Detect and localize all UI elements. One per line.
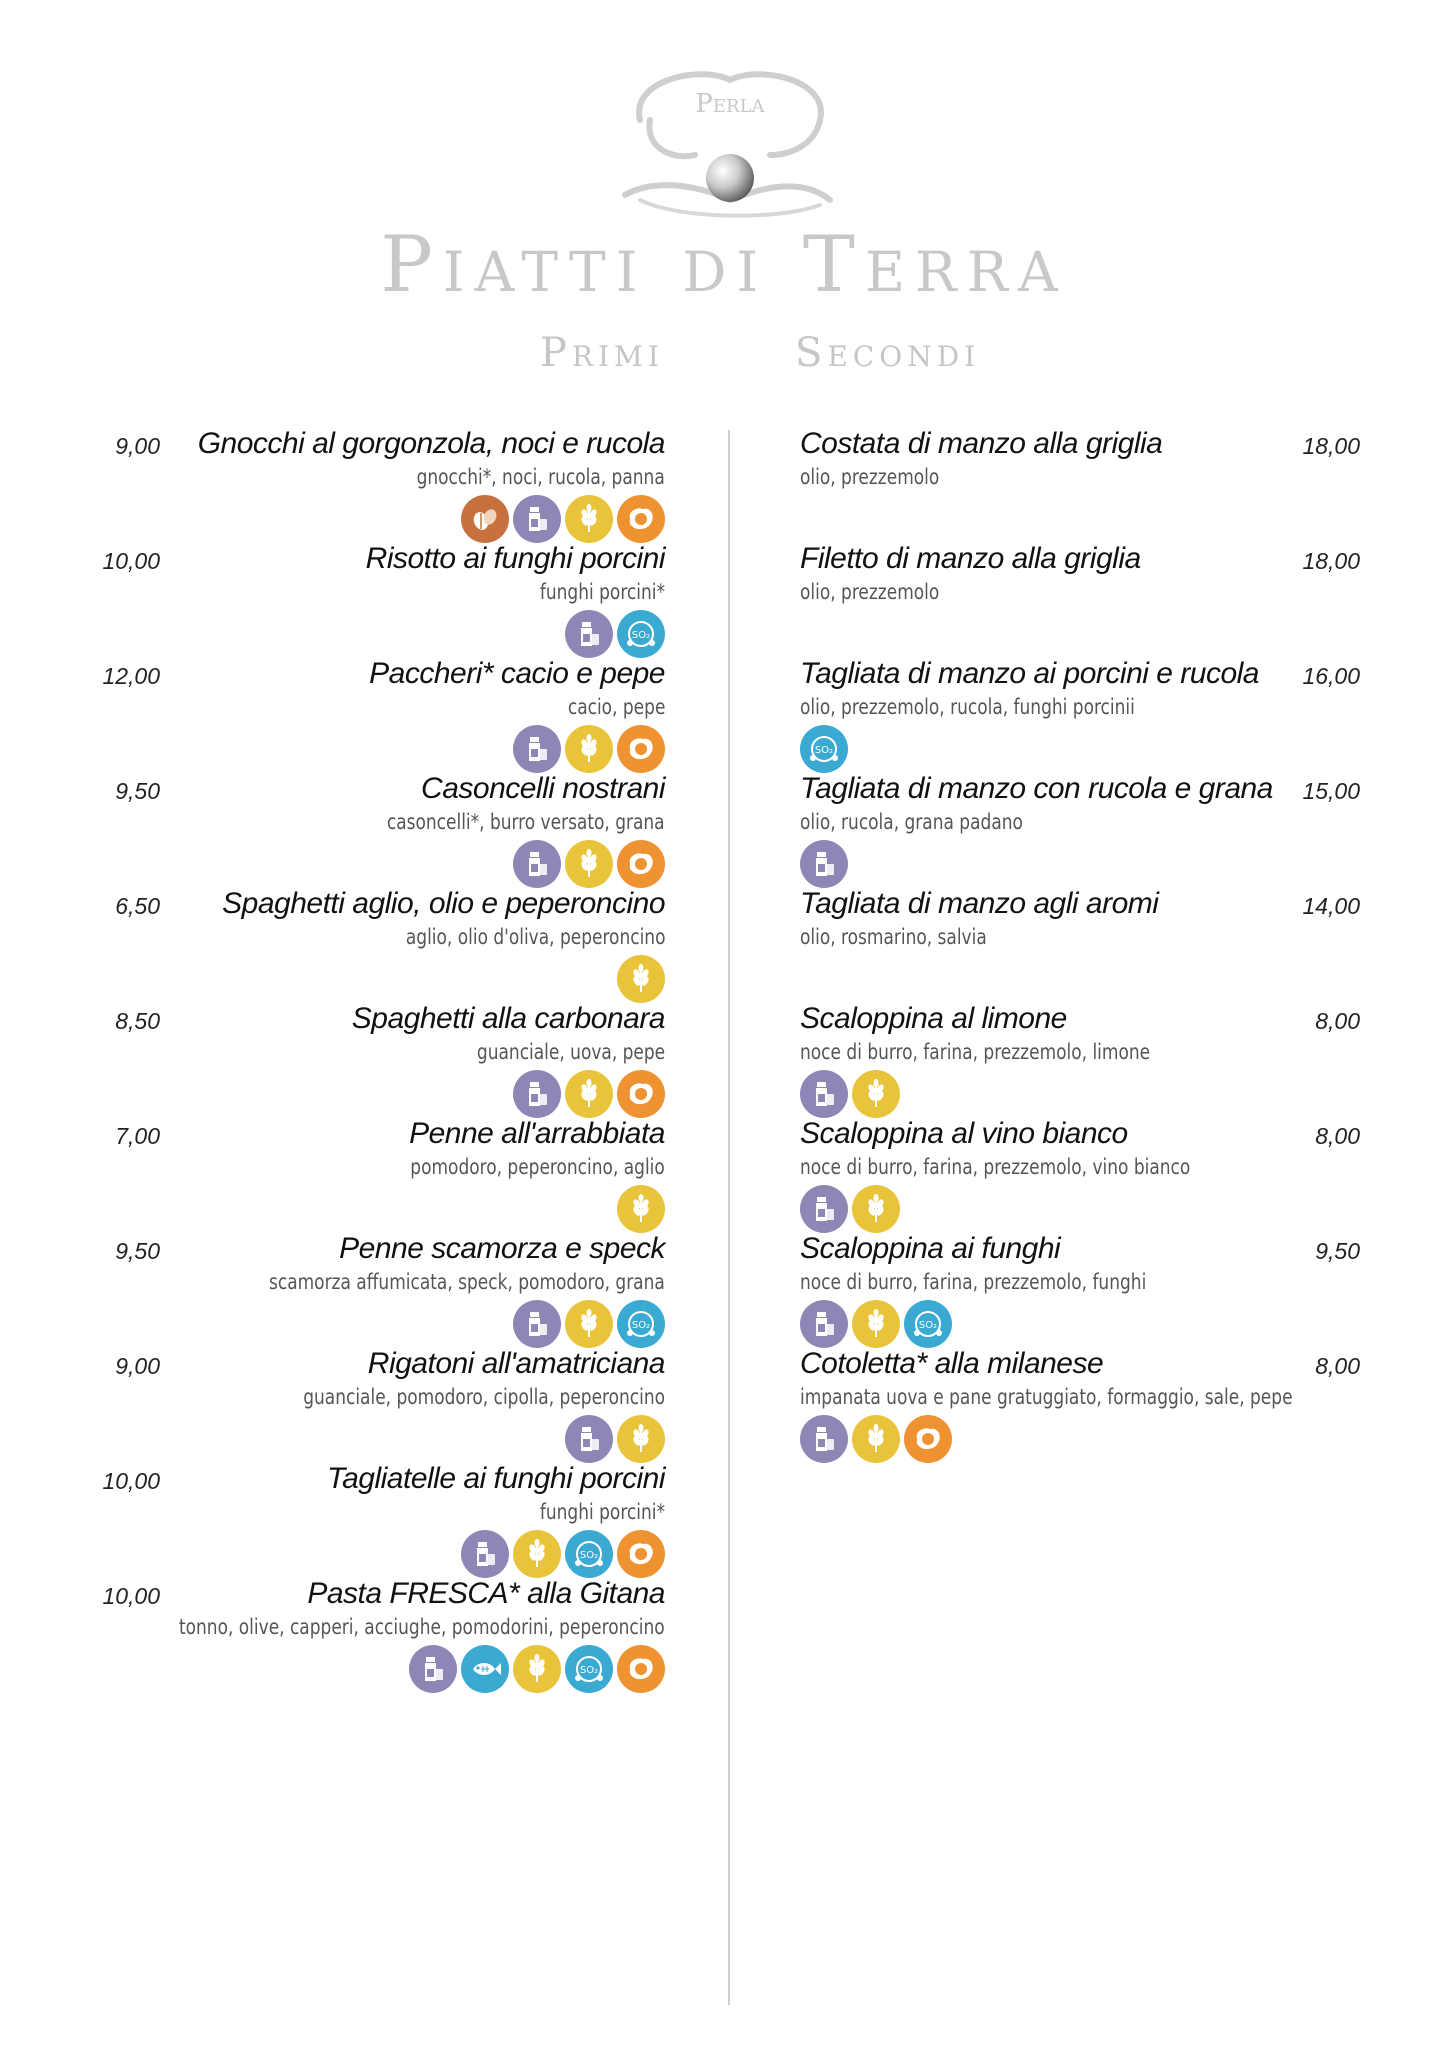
- item-ingredients: olio, prezzemolo: [800, 580, 940, 604]
- menu-item: [800, 1000, 1360, 1115]
- dairy-icon: [800, 1300, 848, 1348]
- dairy-icon: [513, 1300, 561, 1348]
- brand-name: Perla: [695, 89, 765, 119]
- menu-item: [90, 540, 665, 655]
- item-price: 9,50: [115, 1238, 160, 1264]
- item-price: 16,00: [1302, 663, 1360, 689]
- item-name: Tagliata di manzo agli aromi: [800, 887, 1159, 920]
- gluten-icon: [565, 725, 613, 773]
- gluten-icon: [617, 1415, 665, 1463]
- menu-item: [90, 1345, 665, 1460]
- item-name: Spaghetti alla carbonara: [351, 1002, 665, 1035]
- item-ingredients: scamorza affumicata, speck, pomodoro, grana: [269, 1270, 665, 1294]
- item-name: Rigatoni all'amatriciana: [367, 1347, 665, 1380]
- svg-text:SO₂: SO₂: [918, 1320, 938, 1331]
- menu-item: [90, 1115, 665, 1230]
- item-price: 8,00: [1315, 1123, 1360, 1149]
- gluten-icon: [565, 840, 613, 888]
- item-name: Scaloppina al vino bianco: [800, 1117, 1128, 1150]
- fish-icon: [461, 1645, 509, 1693]
- dairy-icon: [513, 495, 561, 543]
- dairy-icon: [800, 840, 848, 888]
- item-name: Pasta FRESCA* alla Gitana: [307, 1577, 665, 1610]
- item-price: 10,00: [102, 1468, 160, 1494]
- gluten-icon: [617, 1185, 665, 1233]
- gluten-icon: [565, 1300, 613, 1348]
- gluten-icon: [565, 1070, 613, 1118]
- egg-icon: [617, 1530, 665, 1578]
- menu-item: [800, 770, 1360, 885]
- allergen-icons: [800, 1415, 952, 1463]
- item-ingredients: guanciale, uova, pepe: [476, 1040, 665, 1064]
- item-name: Spaghetti aglio, olio e peperoncino: [222, 887, 665, 920]
- gluten-icon: [852, 1300, 900, 1348]
- item-name: Paccheri* cacio e pepe: [369, 657, 665, 690]
- sulphites-icon: [565, 1645, 613, 1693]
- item-price: 18,00: [1302, 433, 1360, 459]
- item-ingredients: noce di burro, farina, prezzemolo, vino bianco: [800, 1155, 1191, 1179]
- dairy-icon: [513, 1070, 561, 1118]
- column-divider: [728, 430, 730, 2005]
- egg-icon: [617, 495, 665, 543]
- dairy-icon: [513, 725, 561, 773]
- svg-text:SO₂: SO₂: [579, 1550, 599, 1561]
- menu-item: [90, 425, 665, 540]
- menu-item: [90, 1575, 665, 1690]
- menu-item: [90, 885, 665, 1000]
- perla-logo: [620, 60, 840, 230]
- dairy-icon: [800, 1185, 848, 1233]
- item-name: Penne all'arrabbiata: [409, 1117, 665, 1150]
- dairy-icon: [800, 1070, 848, 1118]
- dairy-icon: [565, 1415, 613, 1463]
- egg-icon: [904, 1415, 952, 1463]
- menu-item: [90, 1230, 665, 1345]
- item-ingredients: olio, rucola, grana padano: [800, 810, 1023, 834]
- item-ingredients: casoncelli*, burro versato, grana: [387, 810, 665, 834]
- item-name: Cotoletta* alla milanese: [800, 1347, 1104, 1380]
- menu-item: [800, 540, 1360, 655]
- item-price: 8,00: [1315, 1353, 1360, 1379]
- item-ingredients: olio, rosmarino, salvia: [800, 925, 987, 949]
- item-price: 9,00: [115, 1353, 160, 1379]
- dairy-icon: [800, 1415, 848, 1463]
- dairy-icon: [461, 1530, 509, 1578]
- menu-item: [800, 655, 1360, 770]
- item-price: 8,50: [115, 1008, 160, 1034]
- item-price: 8,00: [1315, 1008, 1360, 1034]
- allergen-icons: [409, 1645, 665, 1693]
- section-title-primi: Primi: [540, 330, 664, 376]
- allergen-icons: [513, 1300, 665, 1348]
- item-ingredients: noce di burro, farina, prezzemolo, funghi: [800, 1270, 1147, 1294]
- item-price: 15,00: [1302, 778, 1360, 804]
- menu-item: [90, 655, 665, 770]
- allergen-icons: [461, 1530, 665, 1578]
- allergen-icons: [617, 1185, 665, 1233]
- menu-item: [90, 770, 665, 885]
- item-price: 9,50: [115, 778, 160, 804]
- item-name: Costata di manzo alla griglia: [800, 427, 1163, 460]
- allergen-icons: [513, 1070, 665, 1118]
- menu-item: [800, 1230, 1360, 1345]
- gluten-icon: [852, 1415, 900, 1463]
- menu-item: [800, 1115, 1360, 1230]
- egg-icon: [617, 725, 665, 773]
- dairy-icon: [513, 840, 561, 888]
- item-ingredients: olio, prezzemolo, rucola, funghi porcinii: [800, 695, 1135, 719]
- item-price: 9,00: [115, 433, 160, 459]
- gluten-icon: [852, 1070, 900, 1118]
- item-ingredients: noce di burro, farina, prezzemolo, limone: [800, 1040, 1151, 1064]
- gluten-icon: [513, 1645, 561, 1693]
- item-ingredients: funghi porcini*: [539, 1500, 665, 1524]
- allergen-icons: [461, 495, 665, 543]
- item-name: Tagliata di manzo ai porcini e rucola: [800, 657, 1259, 690]
- allergen-icons: [800, 1070, 900, 1118]
- item-price: 10,00: [102, 548, 160, 574]
- allergen-icons: [513, 840, 665, 888]
- item-ingredients: cacio, pepe: [567, 695, 665, 719]
- item-price: 12,00: [102, 663, 160, 689]
- item-name: Risotto ai funghi porcini: [365, 542, 665, 575]
- menu-item: [800, 425, 1360, 540]
- menu-item: [90, 1000, 665, 1115]
- dairy-icon: [409, 1645, 457, 1693]
- nuts-icon: [461, 495, 509, 543]
- item-name: Penne scamorza e speck: [339, 1232, 665, 1265]
- egg-icon: [617, 1070, 665, 1118]
- item-name: Tagliatelle ai funghi porcini: [327, 1462, 665, 1495]
- item-ingredients: pomodoro, peperoncino, aglio: [410, 1155, 665, 1179]
- sulphites-icon: [565, 1530, 613, 1578]
- item-price: 14,00: [1302, 893, 1360, 919]
- page-title: Piatti di Terra: [380, 220, 1068, 310]
- item-ingredients: tonno, olive, capperi, acciughe, pomodorini, peperoncino: [179, 1615, 665, 1639]
- section-title-secondi: Secondi: [795, 330, 981, 376]
- menu-item: [800, 885, 1360, 1000]
- allergen-icons: [617, 955, 665, 1003]
- allergen-icons: [565, 610, 665, 658]
- allergen-icons: [565, 1415, 665, 1463]
- item-name: Casoncelli nostrani: [421, 772, 665, 805]
- item-ingredients: guanciale, pomodoro, cipolla, peperoncino: [303, 1385, 665, 1409]
- menu-item: [800, 1345, 1360, 1460]
- item-name: Scaloppina al limone: [800, 1002, 1067, 1035]
- sulphites-icon: [800, 725, 848, 773]
- allergen-icons: [800, 725, 848, 773]
- item-ingredients: olio, prezzemolo: [800, 465, 940, 489]
- secondi-list: [800, 425, 1360, 1460]
- allergen-icons: [800, 1185, 900, 1233]
- svg-text:SO₂: SO₂: [631, 630, 651, 641]
- svg-text:SO₂: SO₂: [814, 745, 834, 756]
- gluten-icon: [513, 1530, 561, 1578]
- item-price: 7,00: [115, 1123, 160, 1149]
- item-name: Filetto di manzo alla griglia: [800, 542, 1141, 575]
- item-name: Gnocchi al gorgonzola, noci e rucola: [197, 427, 665, 460]
- item-price: 6,50: [115, 893, 160, 919]
- allergen-icons: [800, 840, 848, 888]
- item-price: 18,00: [1302, 548, 1360, 574]
- gluten-icon: [565, 495, 613, 543]
- egg-icon: [617, 1645, 665, 1693]
- gluten-icon: [617, 955, 665, 1003]
- allergen-icons: [513, 725, 665, 773]
- item-ingredients: gnocchi*, noci, rucola, panna: [416, 465, 665, 489]
- item-ingredients: aglio, olio d'oliva, peperoncino: [405, 925, 665, 949]
- egg-icon: [617, 840, 665, 888]
- menu-item: [90, 1460, 665, 1575]
- item-name: Scaloppina ai funghi: [800, 1232, 1061, 1265]
- allergen-icons: [800, 1300, 952, 1348]
- gluten-icon: [852, 1185, 900, 1233]
- primi-list: [90, 425, 665, 1690]
- sulphites-icon: [904, 1300, 952, 1348]
- sulphites-icon: [617, 1300, 665, 1348]
- dairy-icon: [565, 610, 613, 658]
- item-price: 10,00: [102, 1583, 160, 1609]
- svg-text:SO₂: SO₂: [579, 1665, 599, 1676]
- sulphites-icon: [617, 610, 665, 658]
- item-price: 9,50: [1315, 1238, 1360, 1264]
- svg-text:SO₂: SO₂: [631, 1320, 651, 1331]
- item-ingredients: impanata uova e pane gratuggiato, formaggio, sale, pepe: [800, 1385, 1293, 1409]
- item-ingredients: funghi porcini*: [539, 580, 665, 604]
- item-name: Tagliata di manzo con rucola e grana: [800, 772, 1273, 805]
